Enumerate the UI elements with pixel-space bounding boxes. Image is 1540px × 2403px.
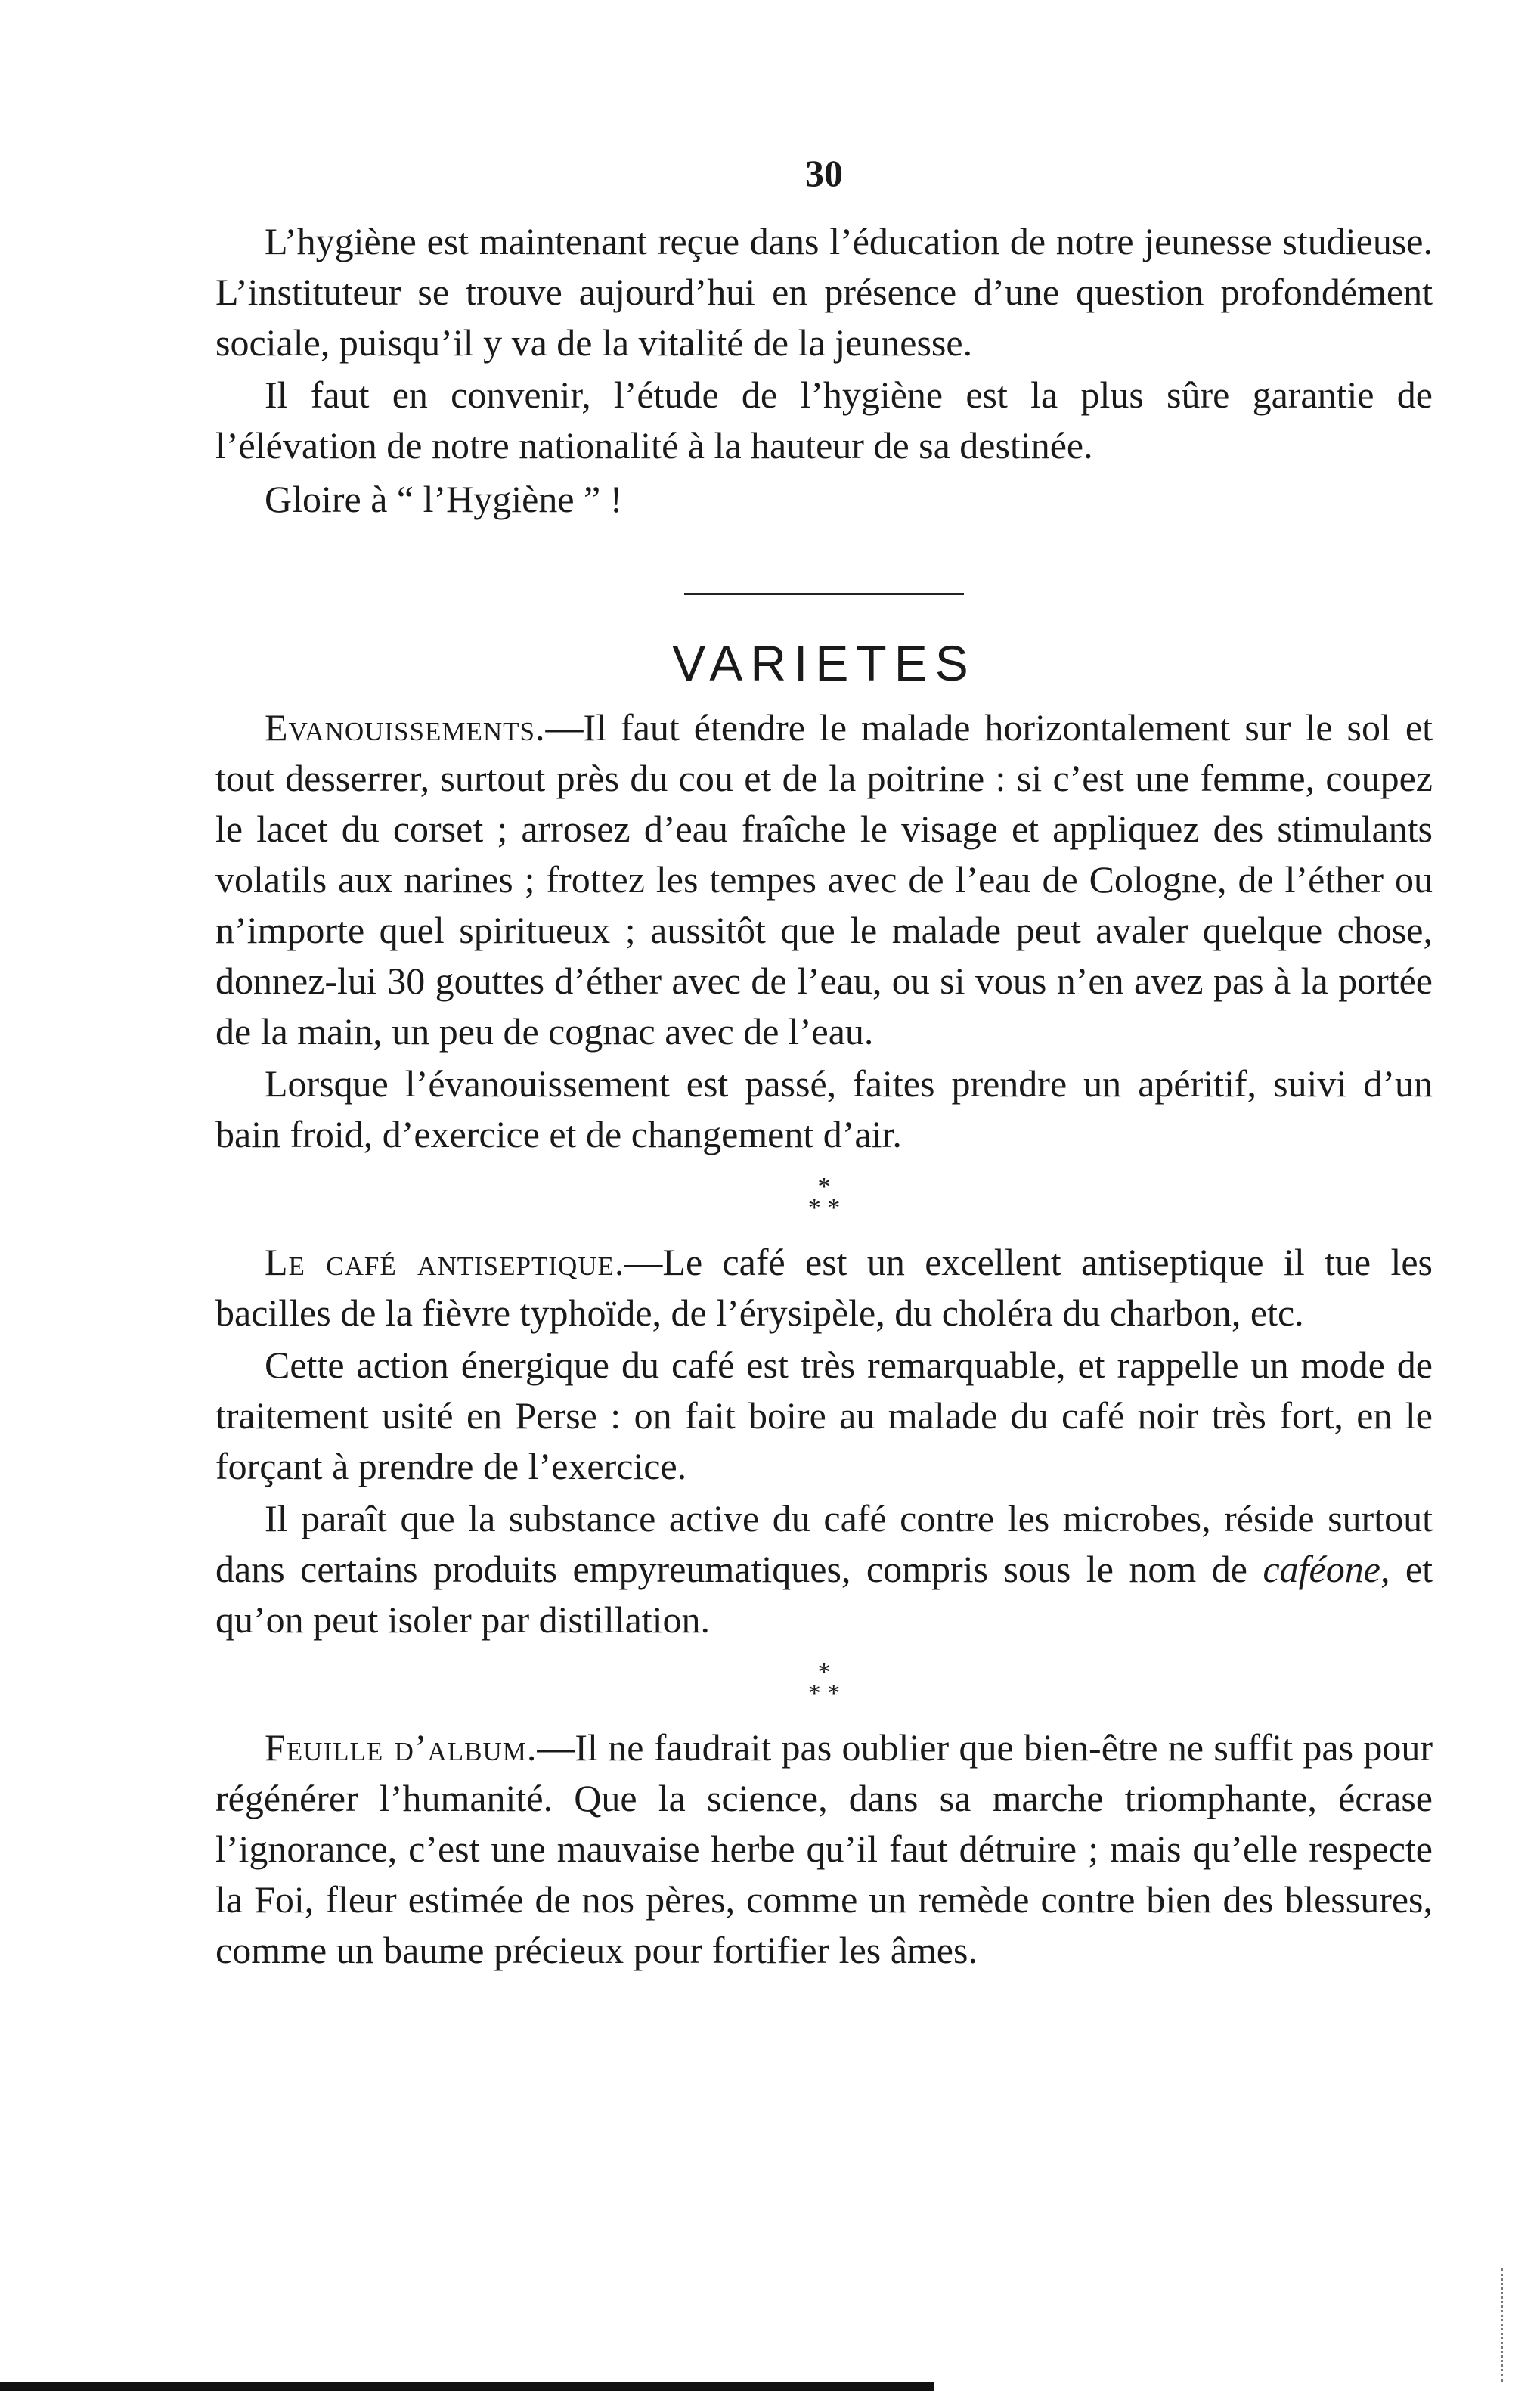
section-title: VARIETES <box>672 635 976 691</box>
album-heading: Feuille d’album. <box>265 1726 538 1769</box>
margin-marks <box>1501 2268 1518 2382</box>
page <box>215 151 1433 1976</box>
cafe-paragraph-1 <box>215 1237 1433 1338</box>
intro-paragraph-1: L’hygiène est maintenant reçue dans l’éducation de notre jeunesse studieuse. L’instituteur se trouve aujourd’hui en présence d’une question profondément sociale, puisqu’il y va de la vitalité de la jeunesse. <box>215 220 1433 364</box>
asterism-bottom: * * <box>807 1679 841 1707</box>
intro-paragraph-3: Gloire à “ l’Hygiène ” ! <box>265 478 623 520</box>
cafe-text-1: —Le café est un excellent antiseptique il tue les bacilles de la fièvre typhoïde, de l’érysipèle, du choléra du charbon, etc. <box>215 1241 1433 1334</box>
evanouissements-text-1: —Il faut étendre le malade horizontalement sur le sol et tout desserrer, surtout près du cou et de la poitrine : si c’est une femme, coupez le lacet du corset ; arrosez d’eau fraîche le visage et appliquez des stimulants volatils aux narines ; frottez les tempes avec de l’eau de Cologne, de l’éther ou n’importe quel spiritueux ; aussitôt que le malade peut avaler quelque chose, donnez-lui 30 gouttes d’éther avec de l’eau, ou si vous n’en avez pas à la portée de la main, un peu de cognac avec de l’eau. <box>215 706 1433 1053</box>
album-text-1: —Il ne faudrait pas oublier que bien-être ne suffit pas pour régénérer l’humanité. Que la science, dans sa marche triomphante, écrase l’ignorance, c’est une mauvaise herbe qu’il faut détruire ; mais qu’elle respecte la Foi, fleur estimée de nos pères, comme un remède contre bien des blessures, comme un baume précieux pour fortifier les âmes. <box>215 1726 1433 1971</box>
evanouissements-heading: Evanouissements. <box>265 706 546 749</box>
page-number: 30 <box>805 152 843 194</box>
cafe-term: caféone <box>1263 1548 1380 1590</box>
evanouissements-paragraph-1 <box>215 702 1433 1057</box>
cafe-paragraph-2: Cette action énergique du café est très remarquable, et rappelle un mode de traitement usité en Perse : on fait boire au malade du café noir très fort, en le forçant à prendre de l’exercice. <box>215 1344 1433 1487</box>
asterism-bottom: * * <box>807 1194 841 1222</box>
album-paragraph-1 <box>215 1722 1433 1976</box>
asterism-separator-1 <box>215 1173 1433 1222</box>
divider-rule <box>684 593 964 595</box>
asterism-separator-2 <box>215 1658 1433 1707</box>
cafe-text-3a: Il paraît que la substance active du café contre les microbes, réside surtout dans certains produits empyreumatiques, compris sous le nom de <box>215 1497 1433 1590</box>
bottom-edge-rule <box>0 2382 934 2391</box>
asterism-top: * <box>817 1658 831 1686</box>
evanouissements-paragraph-2: Lorsque l’évanouissement est passé, faites prendre un apéritif, suivi d’un bain froid, d’exercice et de changement d’air. <box>215 1062 1433 1155</box>
cafe-heading: Le café antiseptique. <box>265 1241 625 1283</box>
cafe-text-3b: , et qu’on peut isoler par distillation. <box>215 1548 1433 1641</box>
asterism-top: * <box>817 1173 831 1201</box>
cafe-paragraph-3 <box>215 1493 1433 1645</box>
intro-paragraph-2: Il faut en convenir, l’étude de l’hygiène est la plus sûre garantie de l’élévation de notre nationalité à la hauteur de sa destinée. <box>215 374 1433 467</box>
